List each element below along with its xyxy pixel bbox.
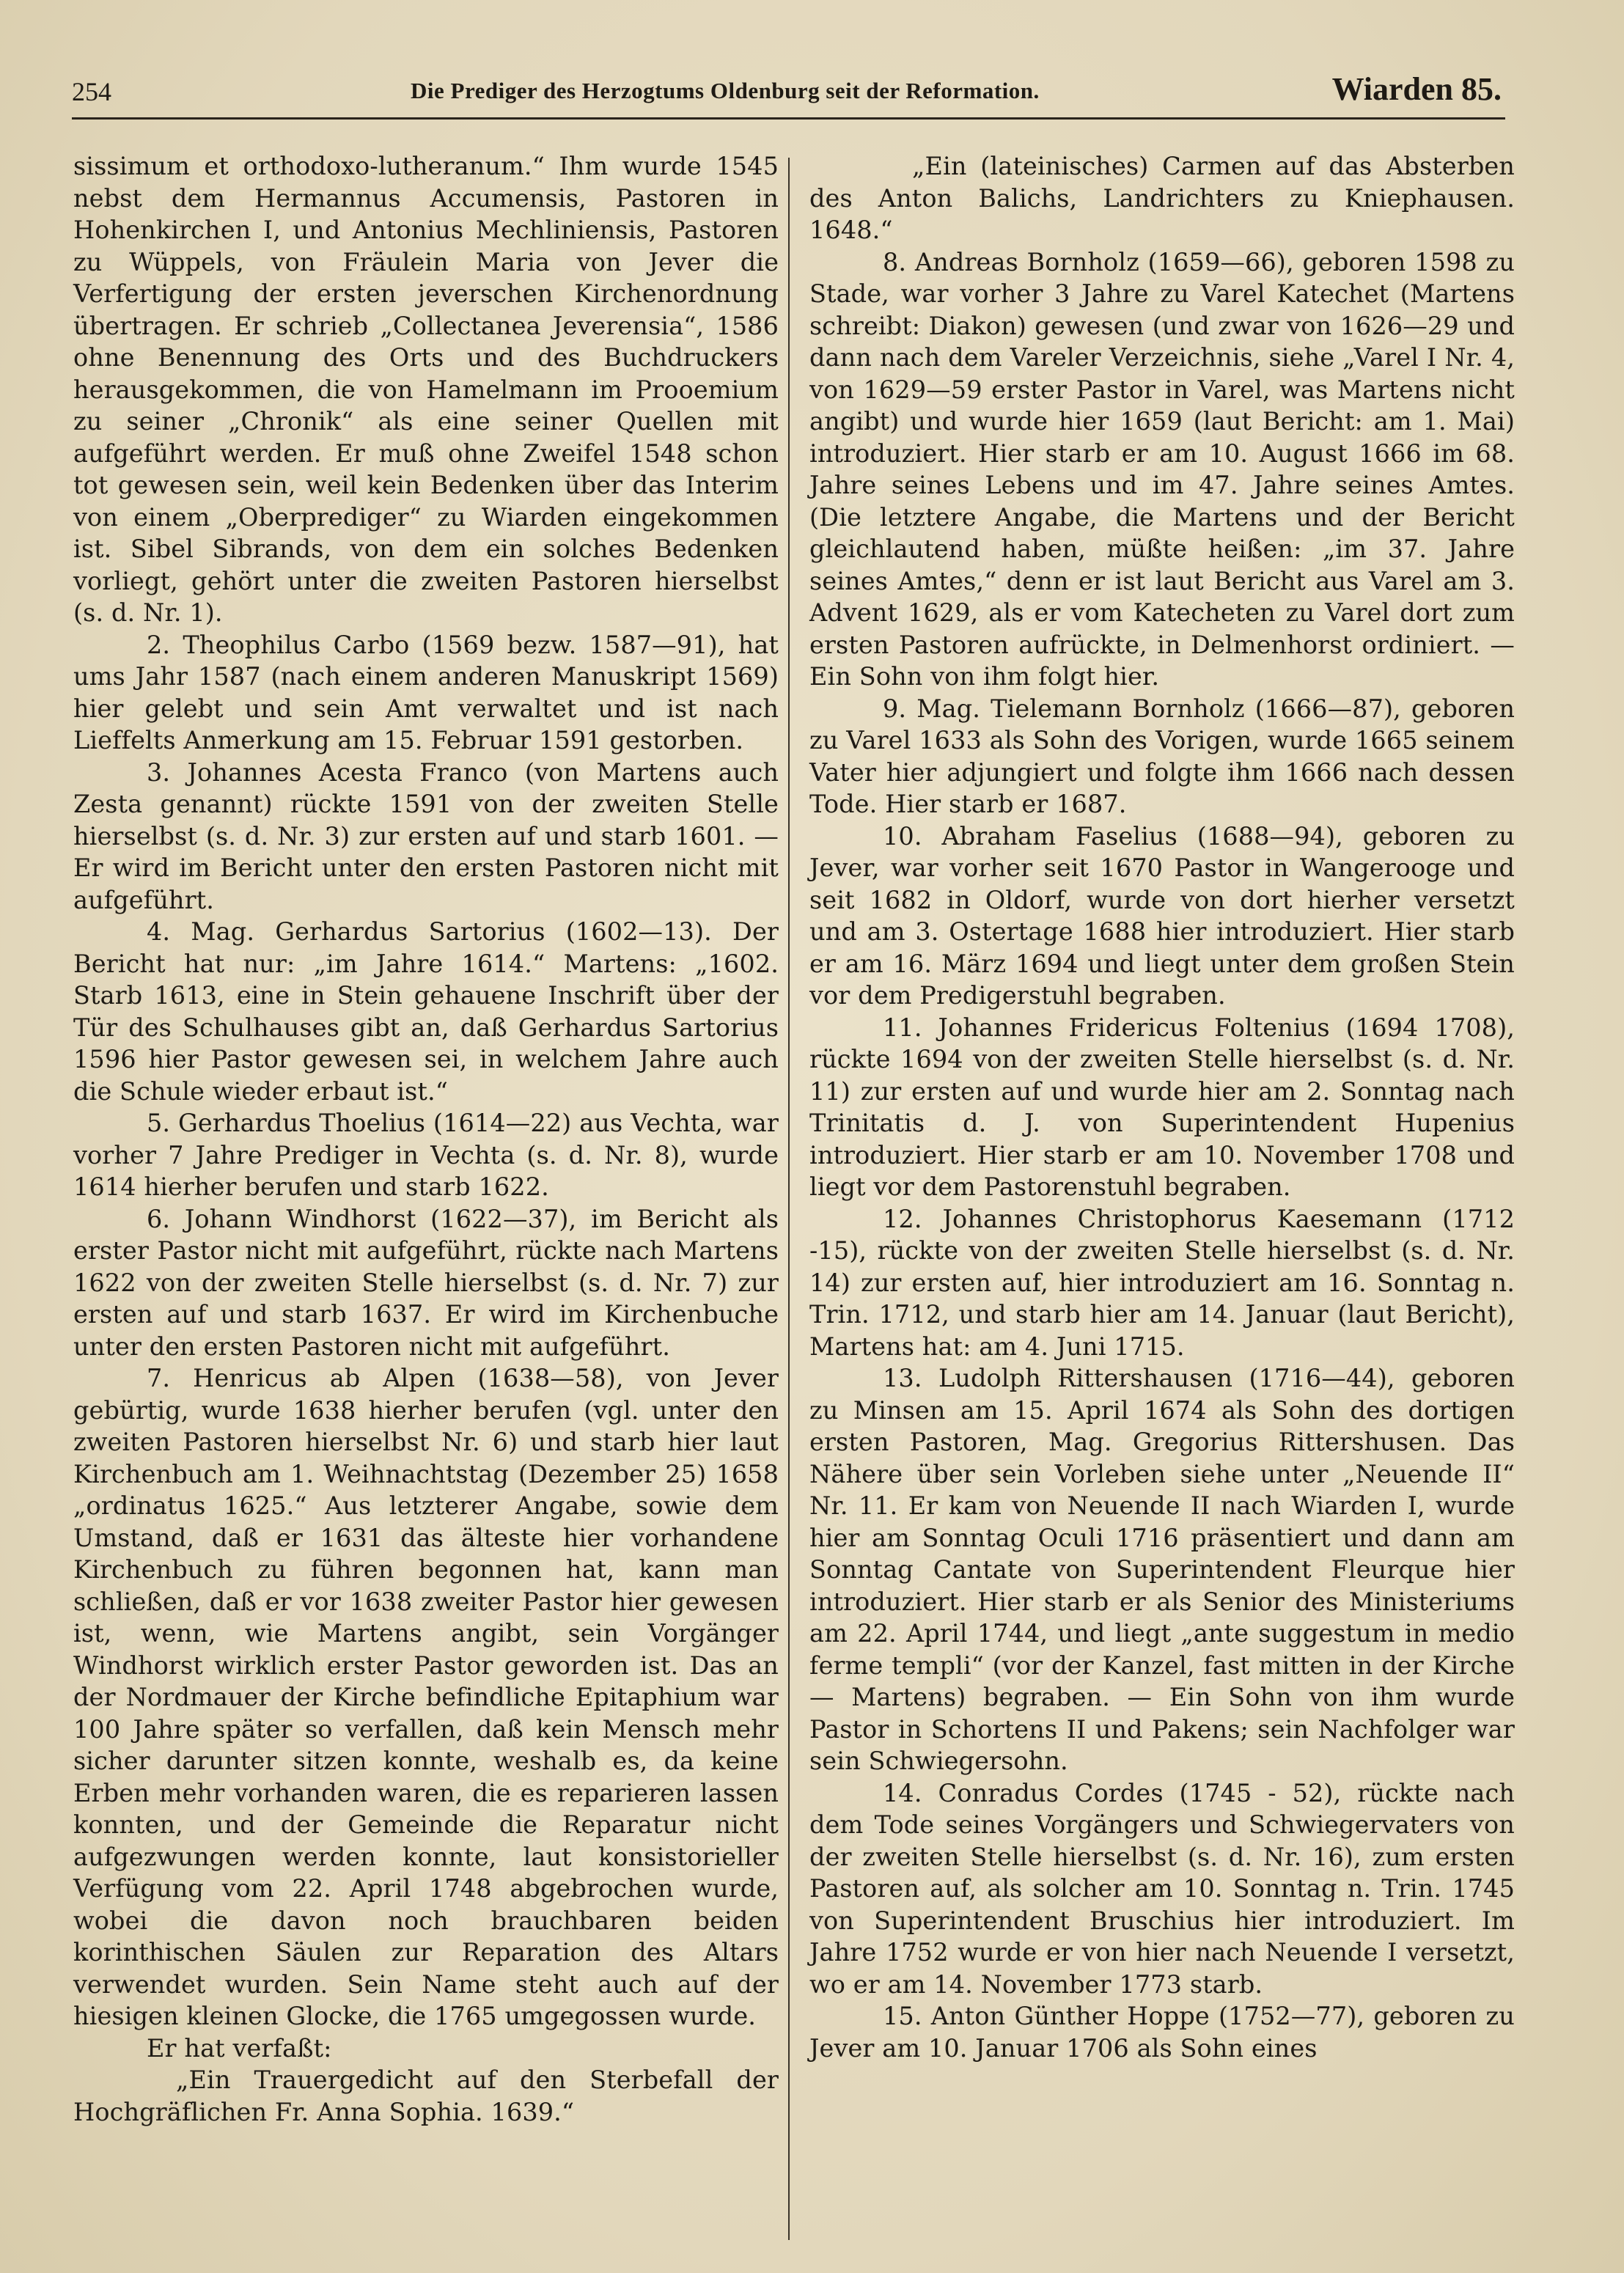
paragraph: Er hat verfaßt: (147, 2033, 332, 2063)
paragraph: 4. Mag. Gerhardus Sartorius (1602—13). Der Bericht hat nur: „im Jahre 1614.“ Martens: „1602. Starb 1613, eine in Stein gehauene Inschrift über der Tür des Schulhauses gibt an, daß Gerhardus Sartorius 1596 hier Pastor gewesen sei, in welchem Jahre auch die Schule wieder erbaut ist.“ (73, 917, 779, 1106)
paragraph: 11. Johannes Fridericus Foltenius (1694 1708), rückte 1694 von der zweiten Stelle hierselbst (s. d. Nr. 11) zur ersten auf und wurde hier am 2. Sonntag nach Trinitatis d. J. von Superintendent Hupenius introduziert. Hier starb er am 10. November 1708 und liegt vor dem Pastorenstuhl begraben. (809, 1013, 1515, 1201)
paragraph: sissimum et orthodoxo-lutheranum.“ Ihm wurde 1545 nebst dem Hermannus Accumensis, Pastoren in Hohenkirchen I, und Antonius Mechliniensis, Pastoren zu Wüppels, von Fräulein Maria von Jever die Verfertigung der ersten jeverschen Kirchenordnung übertragen. Er schrieb „Collectanea Jeverensia“, 1586 ohne Benennung des Orts und des Buchdruckers herausgekommen, die von Hamelmann im Prooemium zu seiner „Chronik“ als eine seiner Quellen mit aufgeführt werden. Er muß ohne Zweifel 1548 schon tot gewesen sein, weil kein Bedenken über das Interim von einem „Oberprediger“ zu Wiarden eingekommen ist. Sibel Sibrands, von dem ein solches Bedenken vorliegt, gehört unter die zweiten Pastoren hierselbst (s. d. Nr. 1). (73, 152, 779, 627)
left-column (73, 150, 779, 2128)
page-number: 254 (72, 77, 111, 106)
paragraph: 3. Johannes Acesta Franco (von Martens auch Zesta genannt) rückte 1591 von der zweiten Stelle hierselbst (s. d. Nr. 3) zur ersten auf und starb 1601. — Er wird im Bericht unter den ersten Pastoren nicht mit aufgeführt. (73, 757, 779, 914)
column-divider (788, 158, 790, 2240)
header-rule (72, 117, 1505, 120)
paragraph: 7. Henricus ab Alpen (1638—58), von Jever gebürtig, wurde 1638 hierher berufen (vgl. unter den zweiten Pastoren hierselbst Nr. 6) und starb hier laut Kirchenbuch am 1. Weihnachtstag (Dezember 25) 1658 „ordinatus 1625.“ Aus letzterer Angabe, sowie dem Umstand, daß er 1631 das älteste hier vorhandene Kirchenbuch zu führen begonnen hat, kann man schließen, daß er vor 1638 zweiter Pastor hier gewesen ist, wenn, wie Martens angibt, sein Vorgänger Windhorst wirklich erster Pastor geworden ist. Das an der Nordmauer der Kirche befindliche Epitaphium war 100 Jahre später so verfallen, daß kein Mensch mehr sicher darunter sitzen konnte, weshalb es, da keine Erben mehr vorhanden waren, die es reparieren lassen konnten, und der Gemeinde die Reparatur nicht aufgezwungen werden konnte, laut konsistorieller Verfügung vom 22. April 1748 abgebrochen wurde, wobei die davon noch brauchbaren beiden korinthischen Säulen zur Reparation des Altars verwendet wurden. Sein Name steht auch auf der hiesigen kleinen Glocke, die 1765 umgegossen wurde. (73, 1364, 779, 2030)
paragraph: 8. Andreas Bornholz (1659—66), geboren 1598 zu Stade, war vorher 3 Jahre zu Varel Katechet (Martens schreibt: Diakon) gewesen (und zwar von 1626—29 und dann nach dem Vareler Verzeichnis, siehe „Varel I Nr. 4, von 1629—59 erster Pastor in Varel, was Martens nicht angibt) und wurde hier 1659 (laut Bericht: am 1. Mai) introduziert. Hier starb er am 10. August 1666 im 68. Jahre seines Lebens und im 47. Jahre seines Amtes. (Die letztere Angabe, die Martens und der Bericht gleichlautend haben, müßte heißen: „im 37. Jahre seines Amtes,“ denn er ist laut Bericht aus Varel am 3. Advent 1629, als er vom Katecheten zu Varel dort zum ersten Pastoren aufrückte, in Delmenhorst ordiniert. — Ein Sohn von ihm folgt hier. (809, 247, 1515, 691)
paragraph: 2. Theophilus Carbo (1569 bezw. 1587—91), hat ums Jahr 1587 (nach einem anderen Manuskript 1569) hier gelebt und sein Amt verwaltet und ist nach Lieffelts Anmerkung am 15. Februar 1591 gestorben. (73, 630, 779, 754)
paragraph: 14. Conradus Cordes (1745 - 52), rückte nach dem Tode seines Vorgängers und Schwiegervaters von der zweiten Stelle hierselbst (s. d. Nr. 16), zum ersten Pastoren auf, als solcher am 10. Sonntag n. Trin. 1745 von Superintendent Bruschius hier introduziert. Im Jahre 1752 wurde er von hier nach Neuende I versetzt, wo er am 14. November 1773 starb. (809, 1778, 1515, 1999)
paragraph: 12. Johannes Christophorus Kaesemann (1712 -15), rückte von der zweiten Stelle hierselbst (s. d. Nr. 14) zur ersten auf, hier introduziert am 16. Sonntag n. Trin. 1712, und starb hier am 14. Januar (laut Bericht), Martens hat: am 4. Juni 1715. (809, 1204, 1515, 1361)
running-title: Die Prediger des Herzogtums Oldenburg seit der Reformation. (411, 78, 1040, 103)
paragraph: „Ein (lateinisches) Carmen auf das Absterben des Anton Balichs, Landrichters zu Kniephausen. 1648.“ (809, 152, 1515, 244)
page-header (72, 67, 1502, 111)
paragraph: 15. Anton Günther Hoppe (1752—77), geboren zu Jever am 10. Januar 1706 als Sohn eines (809, 2002, 1515, 2063)
paragraph: 10. Abraham Faselius (1688—94), geboren zu Jever, war vorher seit 1670 Pastor in Wangerooge und seit 1682 in Oldorf, wurde von dort hierher versetzt und am 3. Ostertage 1688 hier introduziert. Hier starb er am 16. März 1694 und liegt unter dem großen Stein vor dem Predigerstuhl begraben. (809, 821, 1515, 1010)
paragraph: 13. Ludolph Rittershausen (1716—44), geboren zu Minsen am 15. April 1674 als Sohn des dortigen ersten Pastoren, Mag. Gregorius Rittershusen. Das Nähere über sein Vorleben siehe unter „Neuende II“ Nr. 11. Er kam von Neuende II nach Wiarden I, wurde hier am Sonntag Oculi 1716 präsentiert und dann am Sonntag Cantate von Superintendent Fleurque hier introduziert. Hier starb er als Senior des Ministeriums am 22. April 1744, und liegt „ante suggestum in medio ferme templi“ (vor der Kanzel, fast mitten in der Kirche — Martens) begraben. — Ein Sohn von ihm wurde Pastor in Schortens II und Pakens; sein Nachfolger war sein Schwiegersohn. (809, 1364, 1515, 1775)
paragraph: 9. Mag. Tielemann Bornholz (1666—87), geboren zu Varel 1633 als Sohn des Vorigen, wurde 1665 seinem Vater hier adjungiert und folgte ihm 1666 nach dessen Tode. Hier starb er 1687. (809, 694, 1515, 818)
right-column (809, 150, 1515, 2064)
section-heading: Wiarden 85. (1331, 71, 1502, 107)
paragraph: 6. Johann Windhorst (1622—37), im Bericht als erster Pastor nicht mit aufgeführt, rückte nach Martens 1622 von der zweiten Stelle hierselbst (s. d. Nr. 7) zur ersten auf und starb 1637. Er wird im Kirchenbuche unter den ersten Pastoren nicht mit aufgeführt. (73, 1204, 779, 1361)
paragraph: „Ein Trauergedicht auf den Sterbefall der Hochgräflichen Fr. Anna Sophia. 1639.“ (73, 2065, 779, 2126)
paragraph: 5. Gerhardus Thoelius (1614—22) aus Vechta, war vorher 7 Jahre Prediger in Vechta (s. d. Nr. 8), wurde 1614 hierher berufen und starb 1622. (73, 1109, 779, 1201)
